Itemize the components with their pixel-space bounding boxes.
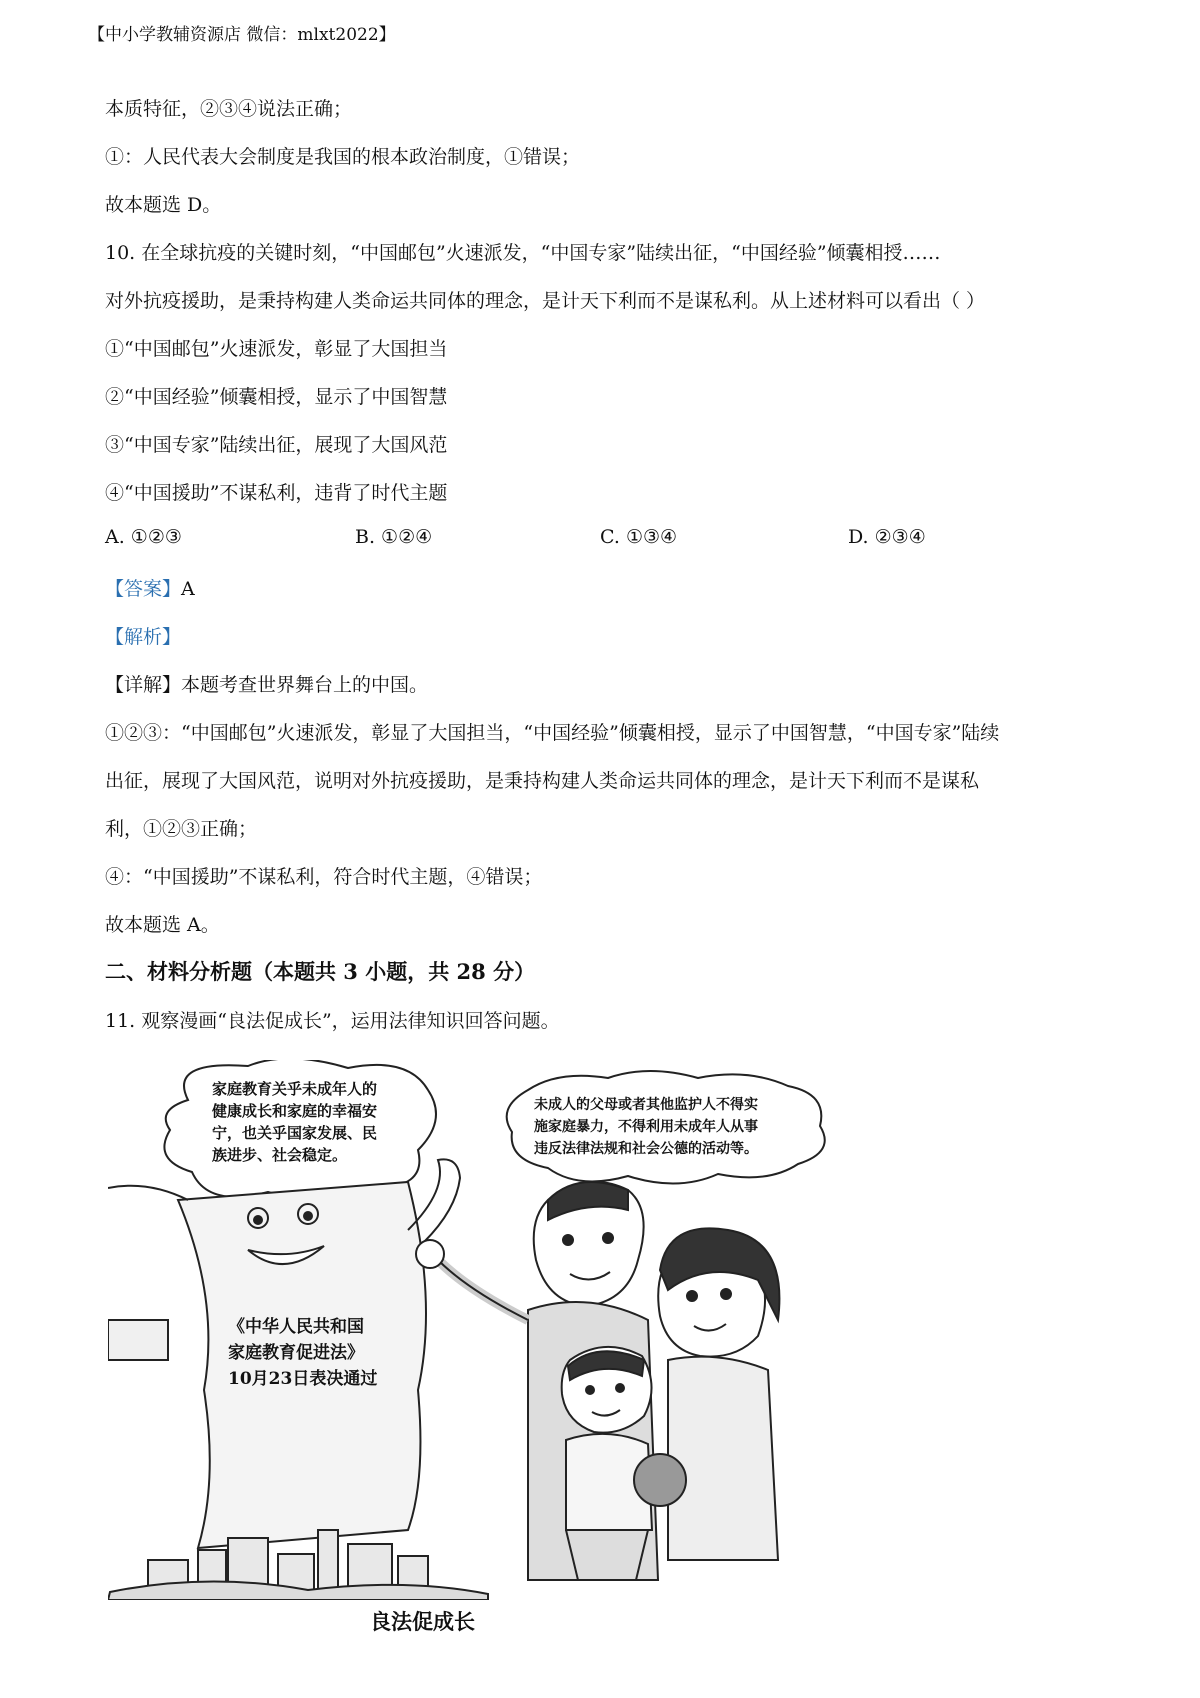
q11-stem: 11. 观察漫画“良法促成长”，运用法律知识回答问题。: [105, 1010, 560, 1032]
city-skyline: [108, 1530, 488, 1600]
right-bubble-text: 未成人的父母或者其他监护人不得实 施家庭暴力，不得利用未成年人从事 违反法律法规和社会公德的活动等。: [534, 1097, 758, 1157]
left-bubble-text: 家庭教育关乎未成年人的 健康成长和家庭的幸福安 宁，也关乎国家发展、民 族进步、社会稳定。: [212, 1080, 378, 1164]
q10-statement: ④“中国援助”不谋私利，违背了时代主题: [105, 482, 448, 504]
detail-line: 【详解】本题考查世界舞台上的中国。: [105, 674, 429, 696]
q10-statement: ③“中国专家”陆续出征，展现了大国风范: [105, 434, 448, 456]
prev-analysis-line: ①：人民代表大会制度是我国的根本政治制度，①错误；: [105, 146, 581, 168]
basketball-icon: [634, 1454, 686, 1506]
prev-analysis-line: 故本题选 D。: [105, 194, 222, 216]
section-title: 二、材料分析题（本题共 3 小题，共 28 分）: [105, 959, 536, 984]
detail-line: 故本题选 A。: [105, 914, 220, 936]
scroll-text: 《中华人民共和国 家庭教育促进法》 10月23日表决通过: [228, 1317, 378, 1389]
detail-line: ④：“中国援助”不谋私利，符合时代主题，④错误；: [105, 866, 543, 888]
q10-option-c: C. ①③④: [600, 526, 678, 548]
prev-analysis-line: 本质特征，②③④说法正确；: [105, 98, 353, 120]
watermark-header: 【中小学教辅资源店 微信：mlxt2022】: [88, 25, 396, 45]
detail-line: ①②③：“中国邮包”火速派发，彰显了大国担当，“中国经验”倾囊相授，显示了中国智慧，“中国专家”陆续: [105, 722, 1000, 744]
q10-option-b: B. ①②④: [355, 526, 433, 548]
q10-stem-line1: 10. 在全球抗疫的关键时刻，“中国邮包”火速派发，“中国专家”陆续出征，“中国经验”倾囊相授……: [105, 242, 941, 264]
cartoon-caption: 良法促成长: [370, 1609, 475, 1634]
q10-answer: [105, 574, 195, 601]
q10-statement: ①“中国邮包”火速派发，彰显了大国担当: [105, 338, 448, 360]
analysis-label: 【解析】: [105, 626, 182, 648]
detail-line: 出征，展现了大国风范，说明对外抗疫援助，是秉持构建人类命运共同体的理念，是计天下利而不是谋私: [105, 770, 980, 792]
mother-figure: [658, 1228, 779, 1560]
answer-label: 【答案】: [105, 578, 182, 600]
detail-line: 利，①②③正确；: [105, 818, 258, 840]
q10-stem-line2: 对外抗疫援助，是秉持构建人类命运共同体的理念，是计天下利而不是谋私利。从上述材料可以看出（ ）: [105, 290, 986, 312]
q10-option-d: D. ②③④: [848, 526, 926, 548]
q10-statement: ②“中国经验”倾囊相授，显示了中国智慧: [105, 386, 448, 408]
cartoon-illustration: [108, 1060, 858, 1600]
q10-option-a: A. ①②③: [105, 526, 182, 548]
answer-value: A: [181, 578, 195, 600]
